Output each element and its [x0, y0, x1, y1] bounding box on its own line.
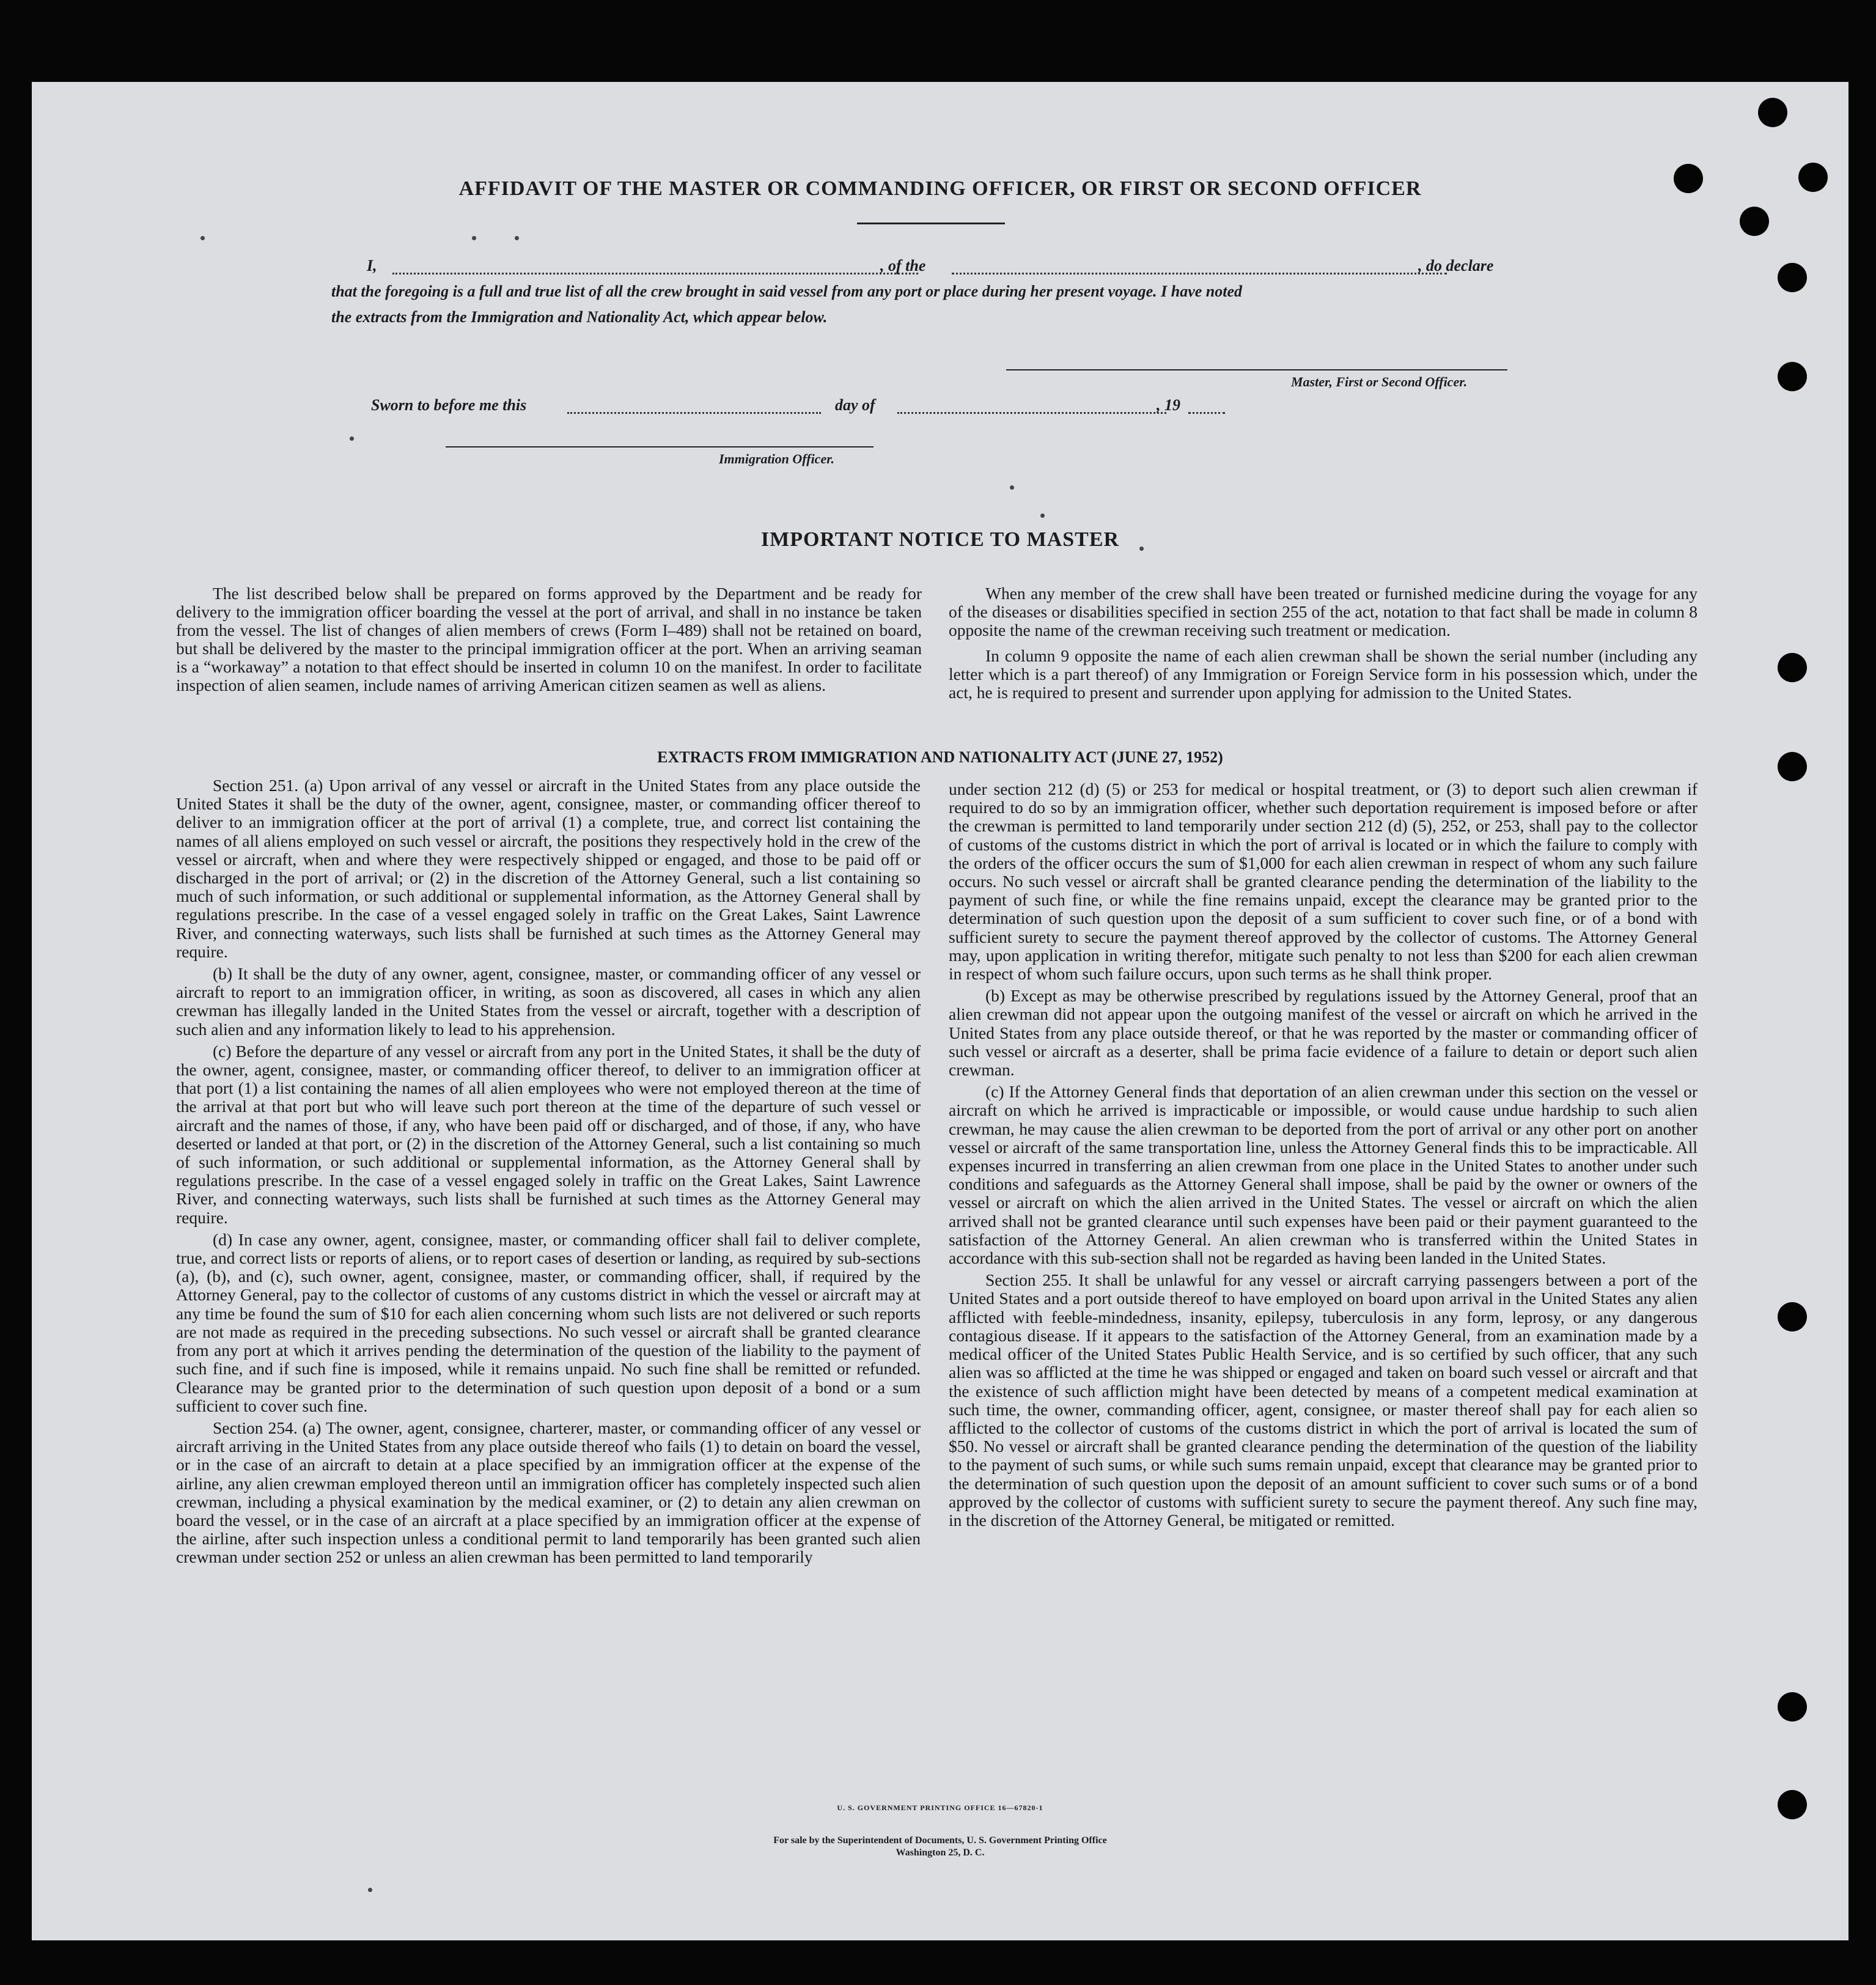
stray-mark — [1010, 485, 1014, 490]
binder-hole — [1778, 362, 1807, 391]
section-251-a: Section 251. (a) Upon arrival of any vessel or aircraft in the United States from any place outside the United States it shall be the duty of the owner, agent, consignee, master, or commanding officer thereof to deliver to an immigration officer at the port of arrival (1) a complete, true, and correct list containing the names of all aliens employed on such vessel or aircraft, the positions they respectively hold in the crew of the vessel or aircraft, when and where they were respectively shipped or engaged, and those to be paid off or discharged in the port of arrival; or (2) in the discretion of the Attorney General, such a list containing so much of such information, or such additional or supplemental information, as the Attorney General shall by regulations prescribe. In the case of a vessel engaged solely in traffic on the Great Lakes, Saint Lawrence River, and connecting waterways, such lists shall be furnished at such times as the Attorney General may require. — [176, 776, 921, 961]
notice-title: IMPORTANT NOTICE TO MASTER — [760, 528, 1120, 551]
section-255: Section 255. It shall be unlawful for any vessel or aircraft carrying passengers between a port of the United States and a port outside thereof to have employed on board upon arrival in the United States any alien afflicted with feeble-mindedness, insanity, epilepsy, tuberculosis in any form, leprosy, or any dangerous contagious disease. If it appears to the satisfaction of the Attorney General, from an examination made by a medical officer of the United States Public Health Service, and is so certified by such officer, that any such alien was so afflicted at the time he was shipped or engaged and taken on board such vessel or aircraft and that the existence of such affliction might have been detected by means of a competent medical examination at such time, the owner, commanding officer, agent, consignee, or master thereof shall pay for each alien so afflicted to the collector of customs of the customs district in which the port of arrival is located the sum of $50. No vessel or aircraft shall be granted clearance pending the determination of the question of the liability to the payment of such sums, or while such sums remain unpaid, except that clearance may be granted prior to the determination of such question upon the deposit of an amount sufficient to cover such sums or of a bond approved by the collector of customs with sufficient surety to secure the payment thereof. Any such fine may, in the discretion of the Attorney General, be mitigated or remitted. — [949, 1270, 1698, 1530]
immigration-officer-label: Immigration Officer. — [719, 451, 835, 466]
binder-hole — [1758, 98, 1787, 127]
section-254-a-continued: under section 212 (d) (5) or 253 for medical or hospital treatment, or (3) to deport such alien crewman if required to do so by an immigration officer, whether such deportation requirement is imposed before or after the crewman is permitted to land temporarily under section 212 (d) (5), 252, or 253, shall pay to the collector of customs of the customs district in which the port of arrival is located or in which the failure to comply with the orders of the officer occurs the sum of $1,000 for each alien crewman in respect of whom any such failure occurs. No such vessel or aircraft shall be granted clearance pending the determination of the liability to the payment of such fine, or while the fine remains unpaid, except the clearance may be granted prior to the determination of such question upon the deposit of a sum sufficient to cover such fine, or of a bond with sufficient surety to secure the payment thereof approved by the collector of customs. The Attorney General may, upon application in writing therefor, mitigate such penalty to not less than $200 for each alien crewman in respect of whom such failure occurs, upon such terms as he shall think proper. — [949, 779, 1698, 984]
section-254-c: (c) If the Attorney General finds that deportation of an alien crewman under this section on the vessel or aircraft on which he arrived is impracticable or impossible, or would cause undue hardship to such alien crewman, he may cause the alien crewman to be deported from the port of arrival or any other port on another vessel or aircraft of the same transportation line, unless the Attorney General finds this to be impracticable. All expenses incurred in transferring an alien crewman from one place in the United States to another under such conditions and safeguards as the Attorney General shall impose, shall be paid by the owner or owners of the vessel or aircraft on which the alien arrived in the United States. The vessel or aircraft on which the alien arrived shall not be granted clearance until such expenses have been paid or their payment guaranteed to the satisfaction of the Attorney General. An alien crewman who is transferred within the United States in accordance with this sub-section shall not be regarded as having been landed in the United States. — [949, 1082, 1698, 1268]
section-251-c: (c) Before the departure of any vessel or aircraft from any port in the United States, it shall be the duty of the owner, agent, consignee, master, or commanding officer thereof, to deliver to an immigration officer at that port (1) a list containing the names of all alien employees who were not employed thereon at the time of the arrival at that port but who will leave such port thereon at the time of the departure of such vessel or aircraft and the names of those, if any, who have been paid off or discharged, and of those, if any, who have deserted or landed at that port, or (2) in the discretion of the Attorney General, such a list containing so much of such information, or such additional or supplemental information, as the Attorney General shall by regulations prescribe. In the case of a vessel engaged solely in traffic on the Great Lakes, Saint Lawrence River, and connecting waterways, such lists shall be furnished at such times as the Attorney General may require. — [176, 1041, 921, 1227]
affidavit-statement-line2: the extracts from the Immigration and Nationality Act, which appear below. — [331, 308, 828, 326]
master-signature-line[interactable] — [1006, 369, 1507, 370]
form-sheet — [32, 82, 1848, 1940]
section-251-d: (d) In case any owner, agent, consignee, master, or commanding officer shall fail to deliver complete, true, and correct lists or reports of aliens, or to report cases of desertion or landing, as required by sub-sections (a), (b), and (c), such owner, agent, consignee, master, or commanding officer, shall, if required by the Attorney General, pay to the collector of customs of any customs district in which the vessel or aircraft may at any time be found the sum of $10 for each alien concerning whom such lists are not delivered or such reports are not made as required in the preceding subsections. No such vessel or aircraft shall be granted clearance from any port at which it arrives pending the determination of the question of the liability to the payment of such fine, and if such fine is imposed, while it remains unpaid. No such fine shall be remitted or refunded. Clearance may be granted prior to the determination of such question upon deposit of a bond or a sum sufficient to cover such fine. — [176, 1229, 921, 1415]
binder-hole — [1778, 1692, 1807, 1722]
sale-notice-line1: For sale by the Superintendent of Documents, U. S. Government Printing Office — [773, 1835, 1107, 1846]
stray-mark — [1139, 547, 1144, 551]
stray-mark — [200, 236, 205, 240]
declarant-name-field[interactable] — [392, 273, 918, 274]
binder-hole — [1778, 1790, 1807, 1819]
sworn-year-field[interactable] — [1188, 412, 1225, 414]
year-prefix-label: , 19 — [1157, 396, 1180, 414]
notice-right-column — [949, 584, 1698, 709]
section-251-b: (b) It shall be the duty of any owner, agent, consignee, master, or commanding officer of any vessel or aircraft to report to an immigration officer, in writing, as soon as discovered, all cases in which any alien crewman has illegally landed in the United States from the vessel or aircraft, together with a description of such alien and any information likely to lead to his apprehension. — [176, 964, 921, 1039]
notice-right-paragraph-1: When any member of the crew shall have been treated or furnished medicine during the voyage for any of the diseases or disabilities specified in section 255 of the act, notation to that fact shall be made in column 8 opposite the name of the crewman receiving such treatment or medication. — [949, 584, 1698, 639]
stray-mark — [350, 436, 354, 441]
affidavit-i-label: I, — [367, 257, 377, 274]
vessel-name-field[interactable] — [952, 273, 1447, 274]
affidavit-title: AFFIDAVIT OF THE MASTER OR COMMANDING OFFICER, OR FIRST OR SECOND OFFICER — [458, 177, 1422, 200]
binder-hole — [1674, 164, 1703, 193]
stray-mark — [472, 236, 476, 240]
sworn-before-label: Sworn to before me this — [371, 396, 527, 414]
sworn-month-field[interactable] — [897, 412, 1166, 414]
extracts-title: EXTRACTS FROM IMMIGRATION AND NATIONALITY ACT (JUNE 27, 1952) — [657, 748, 1223, 766]
binder-hole — [1798, 163, 1828, 192]
binder-hole — [1778, 752, 1807, 781]
notice-right-paragraph-2: In column 9 opposite the name of each alien crewman shall be shown the serial number (including any letter which is a part thereof) of any Immigration or Foreign Service form in his possession which, under the act, he is required to present and surrender upon applying for admission to the United States. — [949, 646, 1698, 702]
affidavit-statement-line1: that the foregoing is a full and true list of all the crew brought in said vessel from any port or place during her present voyage. I have noted — [331, 282, 1243, 300]
affidavit-do-declare-label: , do declare — [1418, 257, 1494, 274]
notice-left-column — [176, 584, 922, 702]
stray-mark — [368, 1888, 372, 1892]
notice-left-paragraph: The list described below shall be prepared on forms approved by the Department and be ready for delivery to the immigration officer boarding the vessel at the port of arrival, and shall in no instance be taken from the vessel. The list of changes of alien members of crews (Form I–489) shall not be retained on board, but shall be delivered by the master to the principal immigration officer at the port. When an arriving seaman is a “workaway” a notation to that effect should be inserted in column 10 on the manifest. In order to facilitate inspection of alien seamen, include names of arriving American citizen seamen as well as aliens. — [176, 584, 922, 694]
binder-hole — [1778, 653, 1807, 682]
sale-notice-line2: Washington 25, D. C. — [896, 1847, 985, 1858]
extracts-right-column — [949, 780, 1698, 1533]
day-of-label: day of — [835, 396, 875, 414]
binder-hole — [1740, 207, 1769, 236]
immigration-officer-signature-line[interactable] — [446, 446, 874, 447]
sworn-day-field[interactable] — [567, 412, 821, 414]
master-signature-label: Master, First or Second Officer. — [1291, 374, 1468, 389]
binder-hole — [1778, 263, 1807, 292]
binder-hole — [1778, 1302, 1807, 1331]
stray-mark — [515, 236, 519, 240]
title-underline — [857, 223, 1005, 224]
extracts-left-column — [176, 776, 921, 1571]
stray-mark — [1040, 514, 1045, 518]
affidavit-of-the-label: , of the — [880, 257, 926, 274]
printing-office-imprint: U. S. GOVERNMENT PRINTING OFFICE 16—67820-1 — [837, 1803, 1043, 1812]
section-254-a: Section 254. (a) The owner, agent, consignee, charterer, master, or commanding officer of any vessel or aircraft arriving in the United States from any place outside thereof who fails (1) to detain on board the vessel, or in the case of an aircraft to detain at a place specified by an immigration officer at the expense of the airline, any alien crewman employed thereon until an immigration officer has completely inspected such alien crewman, including a physical examination by the medical examiner, or (2) to detain any alien crewman on board the vessel, or in the case of an aircraft at a place specified by an immigration officer at the expense of the airline, after such inspection unless a conditional permit to land temporarily has been granted such alien crewman under section 252 or unless an alien crewman has been permitted to land temporarily — [176, 1418, 921, 1567]
section-254-b: (b) Except as may be otherwise prescribed by regulations issued by the Attorney General, proof that an alien crewman did not appear upon the outgoing manifest of the vessel or aircraft on which he arrived in the United States from any place outside thereof, or that he was reported by the master or commanding officer of such vessel or aircraft as a deserter, shall be prima facie evidence of a failure to detain or deport such alien crewman. — [949, 986, 1698, 1080]
